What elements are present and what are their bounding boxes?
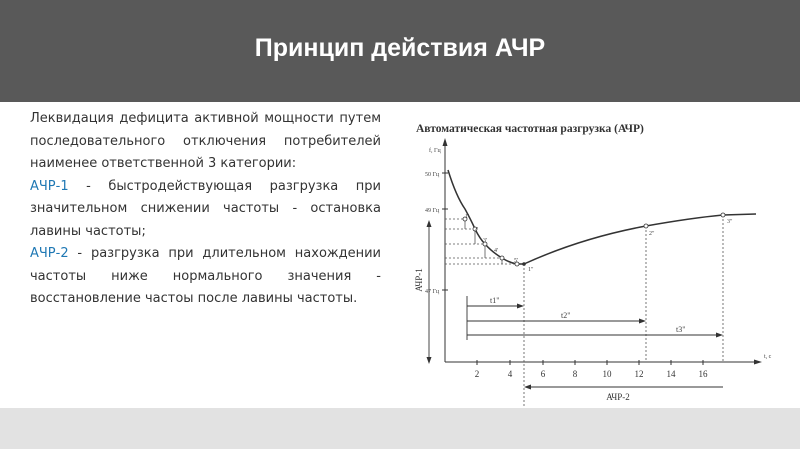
achr-diagram-svg: [396, 108, 796, 408]
x-tick-14-label: 14: [666, 369, 676, 379]
achr2-label: АЧР-2: [606, 392, 630, 402]
achr2-term: АЧР-2: [30, 246, 69, 261]
achr1-label: АЧР-1: [414, 268, 424, 292]
x-tick-8-label: 8: [572, 369, 578, 379]
y-axis-label: f, Гц: [429, 148, 441, 154]
interval-arrowhead-1: [517, 304, 524, 309]
achr2-description: - разгрузка при длительном нахождении частоты ниже нормального значения - восстановление частоы после лавины частоты.: [30, 246, 381, 306]
x-tick-12-label: 12: [634, 369, 644, 379]
interval-arrowhead-2: [639, 319, 646, 324]
achr1-paragraph: [30, 176, 381, 244]
y-tick-47-label: 47 Гц: [425, 289, 440, 295]
point-label-2p: 2': [474, 227, 479, 233]
achr1-term: АЧР-1: [30, 178, 69, 194]
title-bar: [0, 0, 800, 102]
point-3pp: [721, 213, 725, 217]
x-tick-6-label: 6: [540, 369, 546, 379]
achr1-arrow-top: [427, 220, 432, 227]
intro-paragraph: Леквидация дефицита активной мощности путем последовательного отключения потребителей наименее ответственной 3 категории:: [30, 111, 381, 171]
x-axis-arrow: [754, 360, 762, 365]
x-axis-label: t, c: [764, 354, 772, 360]
point-label-5p: 5': [514, 258, 519, 264]
x-tick-10-label: 10: [602, 369, 612, 379]
description-text: [30, 108, 381, 311]
achr1-description: - быстродействующая разгрузка при значительном снижении частоты - остановка лавины частоты;: [30, 178, 381, 239]
achr2-arrow-left: [524, 385, 531, 390]
achr1-arrow-bottom: [427, 357, 432, 364]
achr2-paragraph: [30, 243, 381, 311]
interval-label-2: t2": [561, 311, 571, 320]
y-tick-50-label: 50 Гц: [425, 172, 440, 178]
interval-label-1: t1": [490, 296, 500, 305]
x-tick-4-label: 4: [507, 369, 513, 379]
point-4p: [500, 256, 504, 260]
point-label-4p: 4': [494, 248, 499, 254]
y-axis-arrow: [443, 138, 448, 146]
interval-arrowhead-3: [716, 333, 723, 338]
x-tick-16-label: 16: [698, 369, 708, 379]
point-1pp: [522, 262, 526, 266]
achr-diagram: [396, 108, 796, 413]
point-label-3pp: 3": [727, 219, 733, 225]
point-label-1pp: 1": [528, 267, 534, 273]
point-label-2pp: 2": [649, 231, 655, 237]
footer-bar: [0, 408, 800, 449]
x-tick-2-label: 2: [474, 369, 480, 379]
point-label-1p: 1': [465, 214, 470, 220]
y-tick-49-label: 49 Гц: [425, 208, 440, 214]
point-label-3p: 3': [483, 238, 488, 244]
point-2pp: [644, 224, 648, 228]
interval-label-3: t3": [676, 325, 686, 334]
diagram-title: Автоматическая частотная разгрузка (АЧР): [416, 123, 644, 135]
slide-title: Принцип действия АЧР: [254, 34, 546, 62]
